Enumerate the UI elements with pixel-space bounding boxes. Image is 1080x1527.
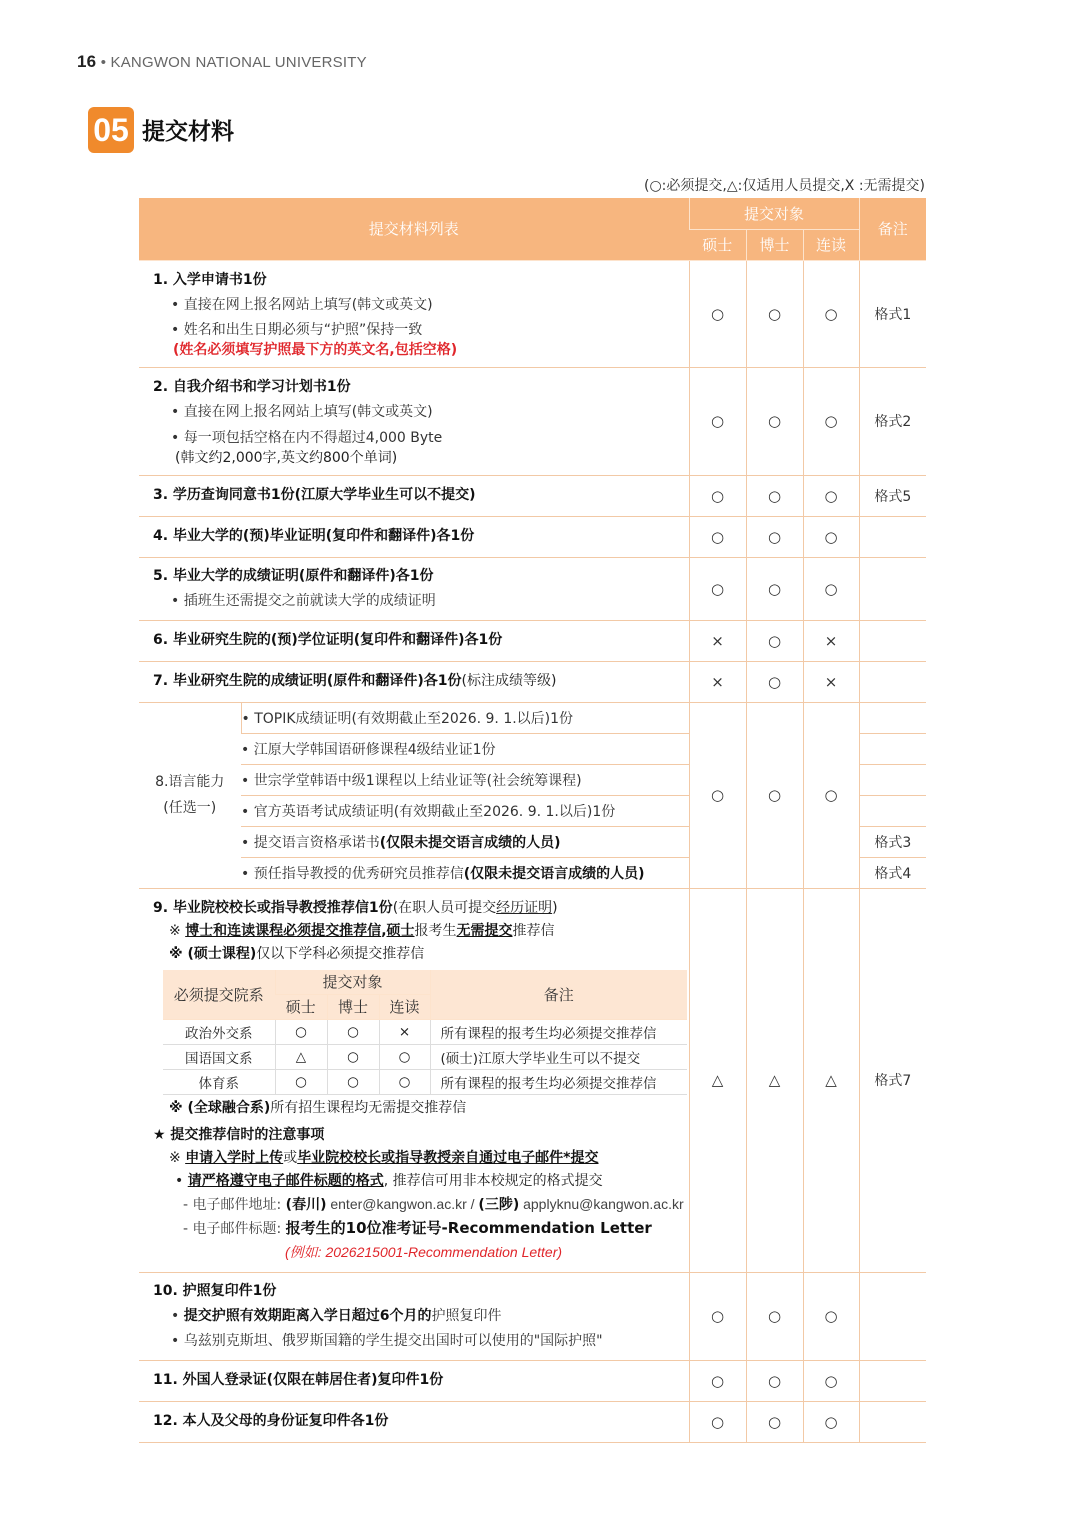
table-row: 8.语言能力 (任选一) • TOPIK成绩证明(有效期截止至2026. 9. 1.以后)1份 ○ ○ ○ [139, 702, 926, 733]
table-row: 9. 毕业院校校长或指导教授推荐信1份(在职人员可提交经历证明) ※ 博士和连读课程必须提交推荐信,硕士报考生无需提交推荐信 ※ (硕士课程)仅以下学科必须提交推荐信 必须提交院系 提交对象 备注 硕士 博士 连读 政治外交系 ○ ○ × 所有课程的报考生均必须提交推荐信 国语国文系 △ ○ ○ (硕士)江原大学毕业生可以不提交 体育系 ○ ○ ○ 所有课程的报考生均必须提交推荐信 ※ (全球融合系)所有招生课程均无需提交推荐信 ★ 提交推荐信时的注意事项 ※ 申请入学时上传或毕业院校校长或指导教授亲自通过电子邮件*提交 • 请严格遵守电子邮件标题的格式, 推荐信可用非本校规定的格式提交 - 电子邮件地址: (春川) enter@kangwon.ac.kr / (三陟) applyknu@kangwon.ac.kr - 电子邮件标题: 报考生的10位准考证号-Recommendation Letter (例如: 2026215001-Recommendation Letter) △ △ △ 格式7 [139, 888, 926, 1272]
header-master: 硕士 [689, 229, 746, 260]
table-row: 国语国文系 △ ○ ○ (硕士)江原大学毕业生可以不提交 [163, 1044, 687, 1069]
legend: (○:必须提交,△:仅适用人员提交,X :无需提交) [644, 178, 925, 194]
table-row: 11. 外国人登录证(仅限在韩居住者)复印件1份 ○ ○ ○ [139, 1360, 926, 1401]
section-number-badge: 05 [88, 107, 134, 153]
table-row: 1. 入学申请书1份 • 直接在网上报名网站上填写(韩文或英文) • 姓名和出生日期必须与“护照”保持一致 (姓名必须填写护照最下方的英文名,包括空格) ○ ○ ○ 格式1 [139, 260, 926, 367]
table-row: 3. 学历查询同意书1份(江原大学毕业生可以不提交) ○ ○ ○ 格式5 [139, 475, 926, 516]
table-row: 10. 护照复印件1份 • 提交护照有效期距离入学日超过6个月的护照复印件 • 乌兹别克斯坦、俄罗斯国籍的学生提交出国时可以使用的"国际护照" ○ ○ ○ [139, 1272, 926, 1360]
materials-table: 提交材料列表 提交对象 备注 硕士 博士 连读 1. 入学申请书1份 • 直接在网上报名网站上填写(韩文或英文) • 姓名和出生日期必须与“护照”保持一致 (姓名必须填写护照最下方的英文名,包括空格) ○ ○ ○ 格式1 2. 自我介绍书和学习计划书1份 • 直接在网上报名网站上填写(韩文或英文) • 每一项包括空格在内不得超过4,000 Byte (韩文约2,000字,英文约800个单词) ○ ○ ○ 格式2 3. 学历查询同意书1份(江原大学毕业生可以不提交) ○ ○ ○ 格式5 4. 毕业大学的(预)毕业证明(复印件和翻译件)各1份 ○ ○ ○ 5. 毕业大学的成绩证明(原件和翻译件)各1份 • 插班生还需提交之前就读大学的成绩证明 ○ ○ ○ 6. 毕业研究生院的(预)学位证明(复印件和翻译件)各1份 × ○ × 7. 毕业研究生院的成绩证明(原件和翻译件)各1份(标注成绩等级) × ○ × 8.语言能力 (任选一) • TOPIK成绩证明(有效期截止至2026. 9. 1.以后)1份 ○ ○ ○ • 江原大学韩国语研修课程4级结业证1份 • 世宗学堂韩语中级1课程以上结业证等(社会统筹课程) • 官方英语考试成绩证明(有效期截止至2026. 9. 1.以后)1份 • 提交语言资格承诺书(仅限未提交语言成绩的人员) 格式3 • 预任指导教授的优秀研究员推荐信(仅限未提交语言成绩的人员) 格式4 9. 毕业院校校长或指导教授推荐信1份(在职人员可提交经历证明) ※ 博士和连读课程必须提交推荐信,硕士报考生无需提交推荐信 ※ (硕士课程)仅以下学科必须提交推荐信 必须提交院系 提交对象 备注 硕士 博士 连读 政治外交系 ○ ○ × 所有课程的报考生均必须提交推荐信 国语国文系 △ ○ ○ (硕士)江原大学毕业生可以不提交 体育系 ○ ○ ○ 所有课程的报考生均必须提交推荐信 ※ (全球融合系)所有招生课程均无需提交推荐信 ★ 提交推荐信时的注意事项 ※ 申请入学时上传或毕业院校校长或指导教授亲自通过电子邮件*提交 • 请严格遵守电子邮件标题的格式, 推荐信可用非本校规定的格式提交 - 电子邮件地址: (春川) enter@kangwon.ac.kr / (三陟) applyknu@kangwon.ac.kr - 电子邮件标题: 报考生的10位准考证号-Recommendation Letter (例如: 2026215001-Recommendation Letter) △ △ △ 格式7 10. 护照复印件1份 • 提交护照有效期距离入学日超过6个月的护照复印件 • 乌兹别克斯坦、俄罗斯国籍的学生提交出国时可以使用的"国际护照" ○ ○ ○ 11. 外国人登录证(仅限在韩居住者)复印件1份 ○ ○ ○ 12. 本人及父母的身份证复印件各1份 ○ ○ ○ [139, 198, 926, 1443]
table-row: 2. 自我介绍书和学习计划书1份 • 直接在网上报名网站上填写(韩文或英文) • 每一项包括空格在内不得超过4,000 Byte (韩文约2,000字,英文约800个单词) ○ ○ ○ 格式2 [139, 367, 926, 475]
table-row: 7. 毕业研究生院的成绩证明(原件和翻译件)各1份(标注成绩等级) × ○ × [139, 661, 926, 702]
header-remark: 备注 [859, 198, 926, 260]
table-row: 5. 毕业大学的成绩证明(原件和翻译件)各1份 • 插班生还需提交之前就读大学的成绩证明 ○ ○ ○ [139, 557, 926, 620]
header-list: 提交材料列表 [139, 198, 689, 260]
header-target: 提交对象 [689, 198, 859, 229]
section-title: 提交材料 [142, 119, 234, 145]
recommendation-dept-table: 必须提交院系 提交对象 备注 硕士 博士 连读 政治外交系 ○ ○ × 所有课程的报考生均必须提交推荐信 国语国文系 △ ○ ○ (硕士)江原大学毕业生可以不提交 体育系 ○ ○ ○ 所有课程的报考生均必须提交推荐信 [163, 970, 687, 1095]
header-combined: 连读 [803, 229, 859, 260]
page-header: 16 • KANGWON NATIONAL UNIVERSITY [77, 52, 367, 71]
header-doctor: 博士 [746, 229, 803, 260]
table-row: 政治外交系 ○ ○ × 所有课程的报考生均必须提交推荐信 [163, 1019, 687, 1044]
table-row: 体育系 ○ ○ ○ 所有课程的报考生均必须提交推荐信 [163, 1069, 687, 1094]
table-row: 12. 本人及父母的身份证复印件各1份 ○ ○ ○ [139, 1401, 926, 1442]
table-row: 4. 毕业大学的(预)毕业证明(复印件和翻译件)各1份 ○ ○ ○ [139, 516, 926, 557]
table-row: 6. 毕业研究生院的(预)学位证明(复印件和翻译件)各1份 × ○ × [139, 620, 926, 661]
